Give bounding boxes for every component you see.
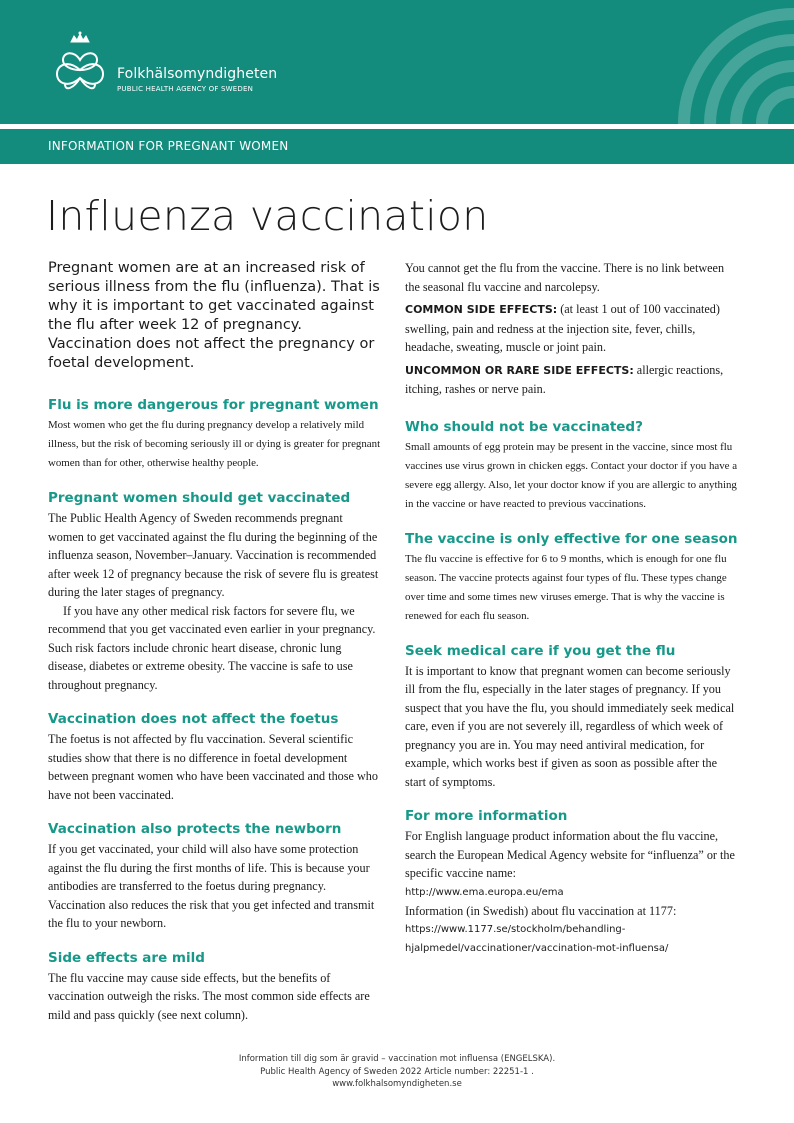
agency-logo-icon [47,30,113,96]
section-text: Most women who get the flu during pregnancy develop a relatively mild illness, but the risk of becoming seriously ill or dying is greater for pregnant women than for other, otherwise healthy people. [48,419,381,469]
section-heading: Who should not be vaccinated? [405,418,643,435]
section-more-info [405,808,738,958]
section-who-not [405,419,738,514]
section-heading: Side effects are mild [48,949,205,966]
section-one-season [405,531,738,626]
section-heading: Pregnant women should get vaccinated [48,490,351,506]
page-title: Influenza vaccination [46,192,489,240]
section-heading: Seek medical care if you get the flu [405,642,676,659]
header-banner [0,0,794,124]
footer-website: www.folkhalsomyndigheten.se [332,1079,462,1089]
rare-side-effects-text: allergic reactions, itching, rashes or nerve pain. [405,362,724,396]
org-subtitle: PUBLIC HEALTH AGENCY OF SWEDEN [117,85,254,93]
section-text: The foetus is not affected by flu vaccination. Several scientific studies show that there is no difference in foetal development between pregnant women who have been vaccinated and those who have not been vaccinated. [48,732,378,802]
left-column [48,259,381,1041]
rare-side-effects-label: UNCOMMON OR RARE SIDE EFFECTS: [405,363,634,377]
decorative-arcs-icon [624,0,794,124]
org-name: Folkhälsomyndigheten [117,66,278,82]
section-seek-care [405,643,738,792]
section-foetus [48,711,381,804]
category-label: INFORMATION FOR PREGNANT WOMEN [48,139,289,153]
footer-line: Information till dig som är gravid – vaccination mot influensa (ENGELSKA). [238,1054,556,1064]
category-band [0,129,794,164]
section-text: Information (in Swedish) about flu vaccination at 1177: [405,903,677,918]
section-flu-danger [48,397,381,473]
section-heading: The vaccine is only effective for one season [405,530,738,547]
right-column [405,259,738,975]
lead-paragraph: Pregnant women are at an increased risk of serious illness from the flu (influenza). That is why it is important to get vaccinated against the flu after week 12 of pregnancy. Vaccination does not affect the pregnancy or foetal development. [48,260,380,371]
section-text: Small amounts of egg protein may be present in the vaccine, since most flu vaccines use virus grown in chicken eggs. Contact your doctor if you have a severe egg allergy. Also, let your doctor know if you are allergic to anything in the vaccine or have reacted to previous vaccinations. [405,440,738,510]
section-text: If you get vaccinated, your child will also have some protection against the flu during the first months of life. This is because your antibodies are transferred to the foetus during pregnancy. Vaccination also reduces the risk that you get infected and transmit the flu to your newborn. [48,842,375,930]
section-should-vaccinate [48,490,381,694]
section-side-effects [48,950,381,1025]
rare-side-effects [405,361,738,399]
ema-link[interactable]: http://www.ema.europa.eu/ema [405,886,564,898]
section-text: For English language product information about the flu vaccine, search the European Medical Agency website for “influenza” or the specific vaccine name: [405,829,735,880]
vaccination-link[interactable]: https://www.1177.se/stockholm/behandling-hjalpmedel/vaccinationer/vaccination-mot-influensa/ [405,924,669,954]
section-text: It is important to know that pregnant women can become seriously ill from the flu, especially in the later stages of pregnancy. If you suspect that you have the flu, you should immediately seek medical care, even if you are not severely ill, regardless of which week of pregnancy you are in. You may need antiviral medication, for example, which works best if given as soon as possible after the start of symptoms. [405,663,735,789]
section-text: If you have any other medical risk factors for severe flu, we recommend that you get vaccinated even earlier in your pregnancy. Such risk factors include chronic heart disease, chronic lung disease, diabetes or extreme obesity. The vaccine is safe to use throughout pregnancy. [48,603,376,692]
common-side-effects [405,300,738,357]
section-text: The flu vaccine may cause side effects, but the benefits of vaccination outweigh the risks. The most common side effects are mild and pass quickly (see next column). [48,970,370,1022]
common-side-effects-label: COMMON SIDE EFFECTS: [405,303,558,316]
section-heading: Flu is more dangerous for pregnant women [48,397,379,413]
vaccine-intro-text: You cannot get the flu from the vaccine. There is no link between the seasonal flu vaccine and narcolepsy. [405,261,725,294]
section-text: The Public Health Agency of Sweden recommends pregnant women to get vaccinated against the flu during the beginning of the influenza season, November–January. Vaccination is recommended after week 12 of pregnancy because the risk of severe flu is greatest during the later stages of pregnancy. [48,511,379,599]
section-heading: Vaccination also protects the newborn [48,821,342,837]
section-newborn [48,821,381,933]
page-footer [0,1053,794,1091]
section-heading: For more information [405,808,568,824]
footer-line: Public Health Agency of Sweden 2022 Article number: 22251-1 . [260,1066,534,1077]
section-heading: Vaccination does not affect the foetus [48,711,339,727]
section-text: The flu vaccine is effective for 6 to 9 months, which is enough for one flu season. The vaccine protects against four types of flu. These types change over time and some times new viruses emerge. That is why the vaccine is renewed for each flu season. [405,552,727,622]
common-side-effects-text: (at least 1 out of 100 vaccinated) swelling, pain and redness at the injection site, fever, chills, headache, sweating, muscle or joint pain. [405,302,720,354]
